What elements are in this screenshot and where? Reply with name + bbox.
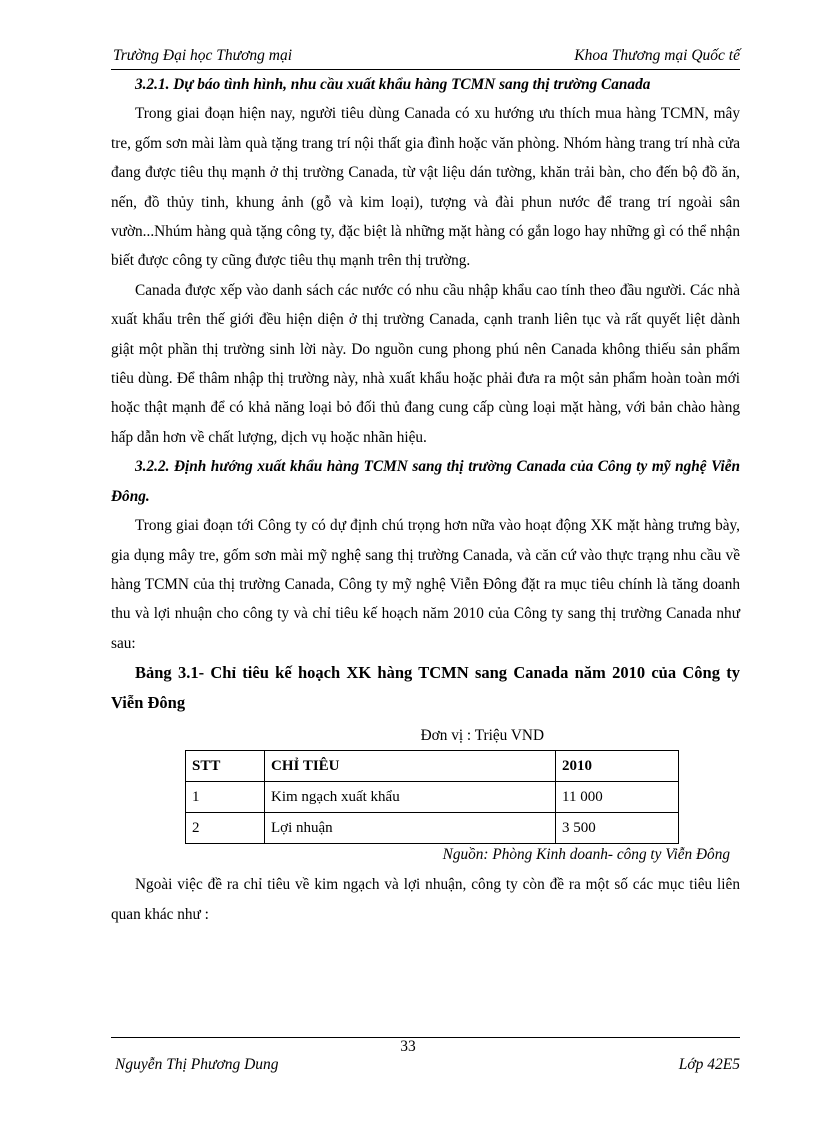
header-university: Trường Đại học Thương mại	[113, 47, 292, 64]
table-caption: Bảng 3.1- Chỉ tiêu kế hoạch XK hàng TCMN sang Canada năm 2010 của Công ty Viễn Đông	[111, 663, 740, 713]
footer-author: Nguyễn Thị Phương Dung	[115, 1056, 279, 1073]
paragraph: Ngoài việc đề ra chỉ tiêu về kim ngạch và lợi nhuận, công ty còn đề ra một số các mục tiêu liên quan khác như :	[111, 876, 740, 923]
table-header-cell: STT	[186, 751, 265, 782]
page-number: 33	[400, 1038, 416, 1055]
page-header	[111, 47, 740, 70]
header-faculty: Khoa Thương mại Quốc tế	[574, 47, 740, 64]
paragraph: Trong giai đoạn tới Công ty có dự định chú trọng hơn nữa vào hoạt động XK mặt hàng trưng bày, gia dụng mây tre, gốm sơn mài mỹ nghệ sang thị trường Canada, và căn cứ vào thực trạng nhu cầu về hàng TCMN của thị trường Canada, Công ty mỹ nghệ Viễn Đông đặt ra mục tiêu chính là tăng doanh thu và lợi nhuận cho công ty và chỉ tiêu kế hoạch năm 2010 của Công ty sang thị trường Canada như sau:	[111, 517, 740, 652]
page-content	[111, 70, 740, 929]
paragraph: Trong giai đoạn hiện nay, người tiêu dùng Canada có xu hướng ưu thích mua hàng TCMN, mây tre, gốm sơn mài làm quà tặng trang trí nội thất gia đình hoặc văn phòng. Nhóm hàng trang trí nhà cửa đang được tiêu thụ mạnh ở thị trường Canada, từ vật liệu dán tường, khăn trải bàn, cho đến bộ đồ ăn, nến, đồ thủy tinh, khung ảnh (gỗ và kim loại), tượng và đài phun nước để trang trí ngoài sân vườn...Nhúm hàng quà tặng công ty, đặc biệt là những mặt hàng có gắn logo hay những gì có thể nhận biết được công ty cũng được tiêu thụ mạnh trên thị trường.	[111, 105, 740, 270]
table-cell: 3 500	[556, 813, 679, 844]
table-row	[186, 782, 679, 813]
plan-table	[185, 750, 679, 844]
table-header-cell: CHỈ TIÊU	[265, 751, 556, 782]
paragraph: Canada được xếp vào danh sách các nước có nhu cầu nhập khẩu cao tính theo đầu người. Các nhà xuất khẩu trên thế giới đều hiện diện ở thị trường Canada, cạnh tranh liên tục và rất quyết liệt dành giật một phần thị trường sinh lời này. Do nguồn cung phong phú nên Canada không thiếu sản phẩm tiêu dùng. Để thâm nhập thị trường này, nhà xuất khẩu hoặc phải đưa ra một sản phẩm hoàn toàn mới hoặc thật mạnh để có khả năng loại bỏ đối thủ đang cung cấp cùng loại mặt hàng, với bản chào hàng hấp dẫn hơn về chất lượng, dịch vụ hoặc nhãn hiệu.	[111, 281, 740, 446]
table-cell: 1	[186, 782, 265, 813]
footer-class: Lớp 42E5	[678, 1056, 740, 1073]
table-cell: Kim ngạch xuất khẩu	[265, 782, 556, 813]
section-heading-3-2-2: 3.2.2. Định hướng xuất khẩu hàng TCMN sang thị trường Canada của Công ty mỹ nghệ Viễn Đông.	[111, 458, 740, 505]
table-row	[186, 813, 679, 844]
table-header-cell: 2010	[556, 751, 679, 782]
table-source: Nguồn: Phòng Kinh doanh- công ty Viễn Đông	[442, 846, 730, 864]
table-cell: Lợi nhuận	[265, 813, 556, 844]
table-cell: 11 000	[556, 782, 679, 813]
table-cell: 2	[186, 813, 265, 844]
table-unit: Đơn vị : Triệu VND	[420, 727, 544, 745]
table-header-row	[186, 751, 679, 782]
section-heading-3-2-1: 3.2.1. Dự báo tình hình, nhu cầu xuất khẩu hàng TCMN sang thị trường Canada	[135, 76, 651, 93]
